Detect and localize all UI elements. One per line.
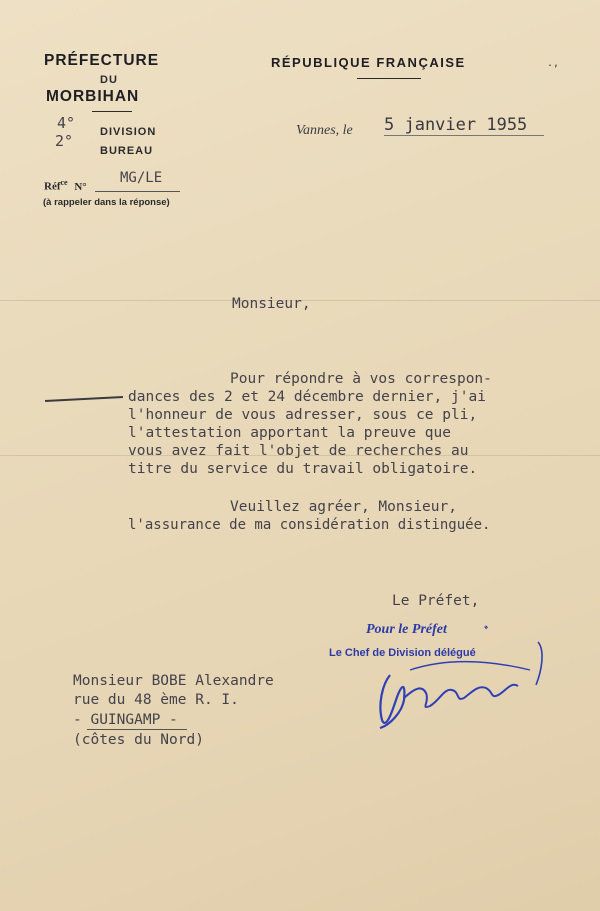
handwritten-signature — [360, 630, 560, 740]
prefecture-heading: PRÉFECTURE — [44, 52, 160, 69]
paragraph-line-1: Pour répondre à vos correspon- — [230, 371, 492, 387]
recipient-city: - GUINGAMP - — [73, 712, 178, 728]
recipient-region: (côtes du Nord) — [73, 732, 204, 748]
reference-value: MG/LE — [120, 170, 163, 186]
paragraph-line-2: dances des 2 et 24 décembre dernier, j'ai — [128, 389, 486, 405]
salutation: Monsieur, — [232, 296, 311, 312]
republic-heading: RÉPUBLIQUE FRANÇAISE — [271, 55, 466, 70]
reference-sup: ce — [60, 178, 68, 187]
recipient-name: Monsieur BOBE Alexandre — [73, 673, 274, 689]
reference-line — [95, 191, 180, 192]
date-underline — [384, 135, 544, 136]
stamp-chef-division: Le Chef de Division délégué — [329, 647, 476, 659]
header-mark: ., — [547, 58, 560, 69]
division-number: 4° — [57, 114, 76, 132]
bureau-number: 2° — [55, 132, 74, 150]
paragraph-line-3: l'honneur de vous adresser, sous ce pli, — [128, 407, 478, 423]
margin-mark — [45, 396, 123, 402]
recipient-street: rue du 48 ème R. I. — [73, 692, 239, 708]
reference-label — [44, 178, 87, 193]
republic-underline — [357, 78, 421, 79]
department-name: MORBIHAN — [46, 88, 140, 105]
closing-line-1: Veuillez agréer, Monsieur, — [230, 499, 457, 515]
bureau-label: BUREAU — [100, 145, 154, 157]
recipient-city-underline — [87, 729, 187, 730]
letter-date: 5 janvier 1955 — [384, 115, 528, 135]
signature-title: Le Préfet, — [392, 593, 480, 609]
reference-note: (à rappeler dans la réponse) — [43, 197, 170, 208]
paragraph-line-5: vous avez fait l'objet de recherches au — [128, 443, 469, 459]
stamp-pour-le-prefet: Pour le Préfet — [366, 622, 447, 637]
reference-ref: Réf — [44, 180, 61, 193]
paragraph-line-4: l'attestation apportant la preuve que — [128, 425, 452, 441]
place-label: Vannes, le — [296, 123, 353, 138]
closing-line-2: l'assurance de ma considération distinguée. — [128, 517, 491, 533]
department-underline — [92, 111, 132, 112]
paragraph-line-6: titre du service du travail obligatoire. — [128, 461, 478, 477]
stamp-mark: ﾞ — [484, 625, 491, 640]
prefecture-du: DU — [100, 74, 118, 86]
reference-no: N° — [74, 180, 87, 193]
division-label: DIVISION — [100, 126, 157, 138]
